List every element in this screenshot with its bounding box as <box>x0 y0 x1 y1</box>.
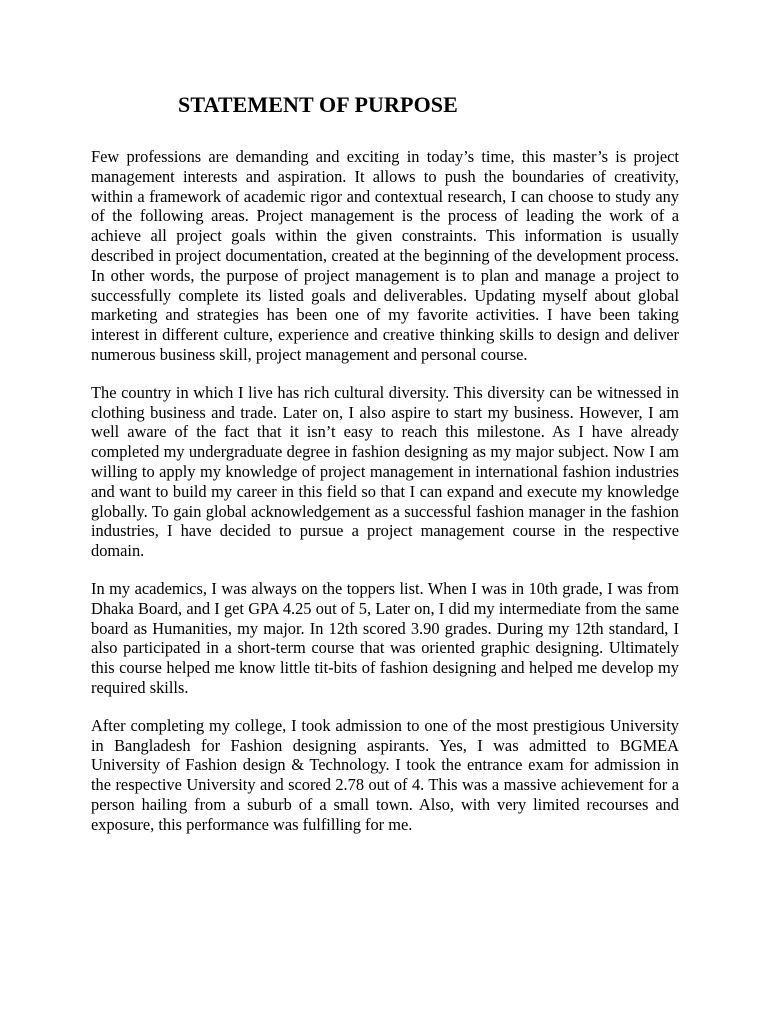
paragraph-4: After completing my college, I took admission to one of the most prestigious University in Bangladesh for Fashion designing aspirants. Yes, I was admitted to BGMEA University of Fashion design & Technology. I took the entrance exam for admission in the respective University and scored 2.78 out of 4. This was a massive achievement for a person hailing from a suburb of a small town. Also, with very limited recourses and exposure, this performance was fulfilling for me. <box>91 715 679 834</box>
document-body <box>91 147 679 853</box>
paragraph-1: Few professions are demanding and exciting in today’s time, this master’s is project management interests and aspiration. It allows to push the boundaries of creativity, within a framework of academic rigor and contextual research, I can choose to study any of the following areas. Project management is the process of leading the work of a achieve all project goals within the given constraints. This information is usually described in project documentation, created at the beginning of the development process. In other words, the purpose of project management is to plan and manage a project to successfully complete its listed goals and deliverables. Updating myself about global marketing and strategies has been one of my favorite activities. I have been taking interest in different culture, experience and creative thinking skills to design and deliver numerous business skill, project management and personal course. <box>91 147 679 364</box>
paragraph-2: The country in which I live has rich cultural diversity. This diversity can be witnessed in clothing business and trade. Later on, I also aspire to start my business. However, I am well aware of the fact that it isn’t easy to reach this milestone. As I have already completed my undergraduate degree in fashion designing as my major subject. Now I am willing to apply my knowledge of project management in international fashion industries and want to build my career in this field so that I can expand and execute my knowledge globally. To gain global acknowledgement as a successful fashion manager in the fashion industries, I have decided to pursue a project management course in the respective domain. <box>91 382 679 561</box>
document-title: STATEMENT OF PURPOSE <box>178 92 458 117</box>
paragraph-3: In my academics, I was always on the toppers list. When I was in 10th grade, I was from Dhaka Board, and I get GPA 4.25 out of 5, Later on, I did my intermediate from the same board as Humanities, my major. In 12th scored 3.90 grades. During my 12th standard, I also participated in a short-term course that was oriented graphic designing. Ultimately this course helped me know little tit-bits of fashion designing and helped me develop my required skills. <box>91 578 679 697</box>
